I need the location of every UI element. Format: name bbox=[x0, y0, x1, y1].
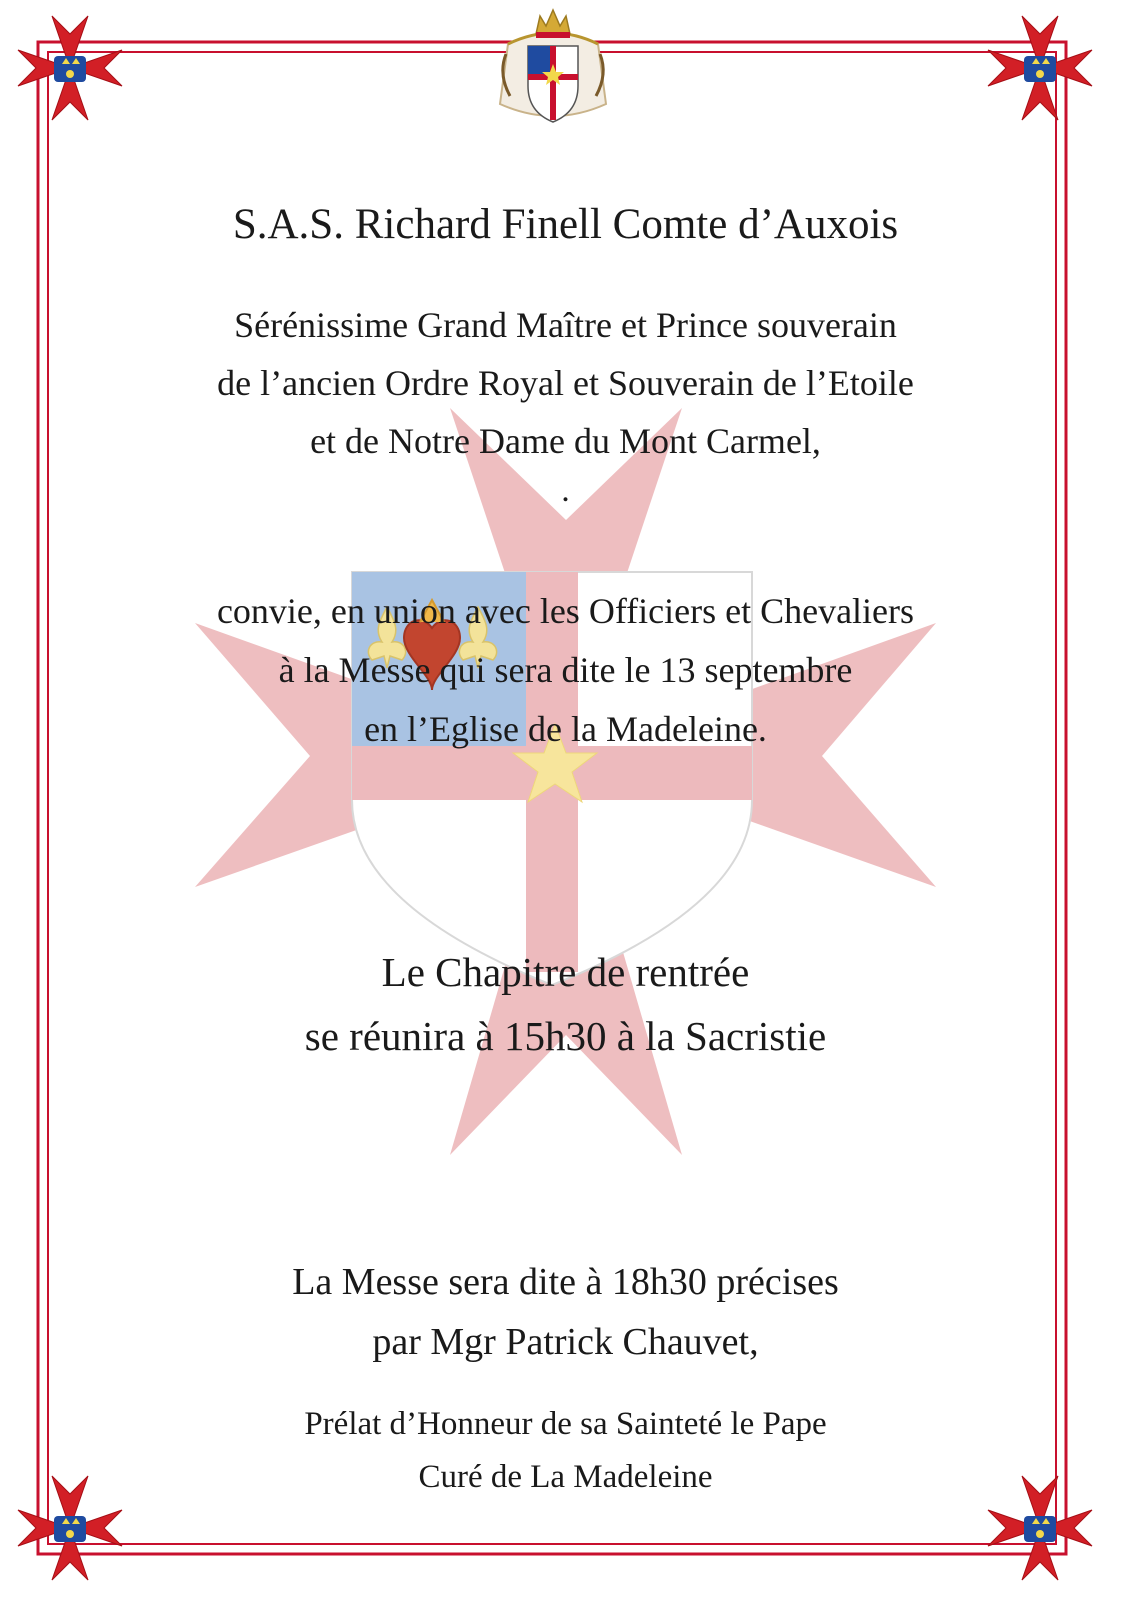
invitation-line: convie, en union avec les Officiers et Chevaliers bbox=[216, 591, 915, 631]
corner-ornament-top-right bbox=[988, 16, 1092, 120]
chapter-block bbox=[0, 940, 1131, 1068]
corner-ornament-top-left bbox=[18, 16, 122, 120]
prelate-block bbox=[0, 1398, 1131, 1504]
mass-line: par Mgr Patrick Chauvet, bbox=[372, 1321, 759, 1363]
chapter-line: se réunira à 15h30 à la Sacristie bbox=[304, 1013, 827, 1059]
page-title: S.A.S. Richard Finell Comte d’Auxois bbox=[232, 201, 899, 248]
mass-block bbox=[0, 1252, 1131, 1372]
crown-icon bbox=[536, 10, 570, 38]
dignity-line: Sérénissime Grand Maître et Prince souverain bbox=[234, 305, 897, 345]
dignity-line: et de Notre Dame du Mont Carmel, bbox=[310, 421, 821, 461]
coat-of-arms-crest bbox=[488, 4, 618, 134]
prelate-line: Prélat d’Honneur de sa Sainteté le Pape bbox=[304, 1406, 827, 1442]
invitation-line: à la Messe qui sera dite le 13 septembre bbox=[278, 650, 853, 690]
invitation-block bbox=[0, 582, 1131, 759]
mass-line: La Messe sera dite à 18h30 précises bbox=[292, 1261, 839, 1303]
dignity-line: de l’ancien Ordre Royal et Souverain de l’Etoile bbox=[217, 363, 914, 403]
dignity-block bbox=[0, 296, 1131, 470]
chapter-line: Le Chapitre de rentrée bbox=[381, 949, 750, 995]
invitation-line: en l’Eglise de la Madeleine. bbox=[364, 709, 767, 749]
prelate-line: Curé de La Madeleine bbox=[418, 1459, 713, 1495]
separator-dot: . bbox=[561, 472, 570, 509]
